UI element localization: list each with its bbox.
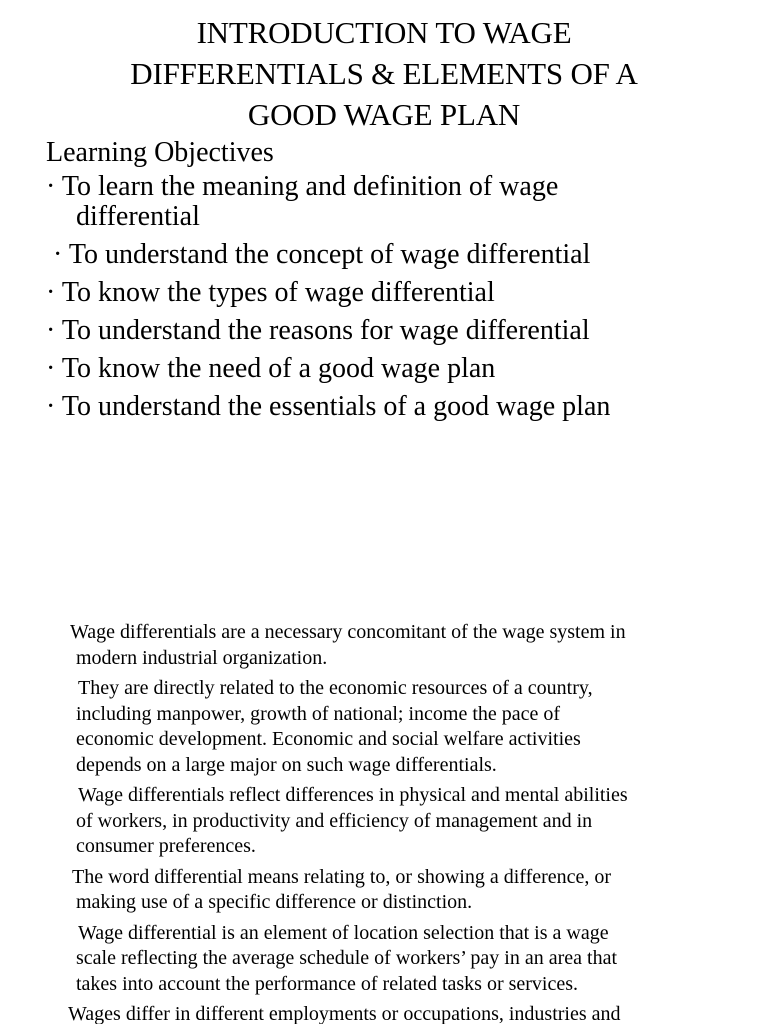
paragraph-line: Wage differentials reflect differences in physical and mental abilities (78, 784, 628, 806)
title-line-1: INTRODUCTION TO WAGE (196, 15, 572, 50)
paragraph (66, 676, 736, 778)
paragraph-line: consumer preferences. (76, 835, 256, 857)
objective-item (46, 354, 746, 384)
objective-text: · To know the need of a good wage plan (46, 353, 496, 384)
paragraph (66, 865, 736, 916)
objective-item (46, 240, 746, 270)
paragraph-line: of workers, in productivity and efficiency of management and in (76, 809, 593, 832)
paragraph-line: They are directly related to the economic resources of a country, (78, 677, 593, 699)
paragraph-line: depends on a large major on such wage differentials. (76, 753, 497, 776)
paragraph-line: making use of a specific difference or distinction. (76, 891, 473, 913)
page-title (0, 12, 768, 135)
paragraph-line: Wage differentials are a necessary concomitant of the wage system in (70, 621, 626, 643)
objective-text: · To understand the concept of wage differential (46, 239, 591, 270)
paragraph (66, 1002, 736, 1024)
objective-text: · To understand the reasons for wage differential (46, 315, 590, 346)
objective-item (46, 316, 746, 346)
paragraph (66, 620, 736, 671)
paragraph-line: scale reflecting the average schedule of workers’ pay in an area that (76, 947, 618, 969)
objective-item (46, 392, 746, 422)
paragraph (66, 783, 736, 860)
paragraph-line: The word differential means relating to, or showing a difference, or (72, 865, 612, 888)
paragraph-line: Wages differ in different employments or occupations, industries and (68, 1003, 621, 1024)
objectives-heading: Learning Objectives (46, 137, 274, 168)
paragraph-line: Wage differential is an element of location selection that is a wage (78, 921, 609, 944)
objective-text-continued: differential (76, 201, 200, 232)
body-text (66, 620, 736, 1024)
title-line-3: GOOD WAGE PLAN (247, 97, 521, 132)
objective-text: · To know the types of wage differential (46, 277, 495, 308)
objective-item (46, 172, 746, 232)
paragraph-line: including manpower, growth of national; income the pace of (76, 702, 561, 725)
paragraph-line: modern industrial organization. (76, 646, 328, 669)
title-line-2: DIFFERENTIALS & ELEMENTS OF A (130, 56, 638, 91)
objective-text: · To understand the essentials of a good wage plan (46, 391, 611, 422)
paragraph-line: economic development. Economic and social welfare activities (76, 728, 581, 750)
paragraph-line: takes into account the performance of related tasks or services. (76, 972, 579, 995)
objectives-list (46, 172, 746, 430)
paragraph (66, 921, 736, 998)
objective-text: · To learn the meaning and definition of wage (46, 171, 559, 202)
objective-item (46, 278, 746, 308)
